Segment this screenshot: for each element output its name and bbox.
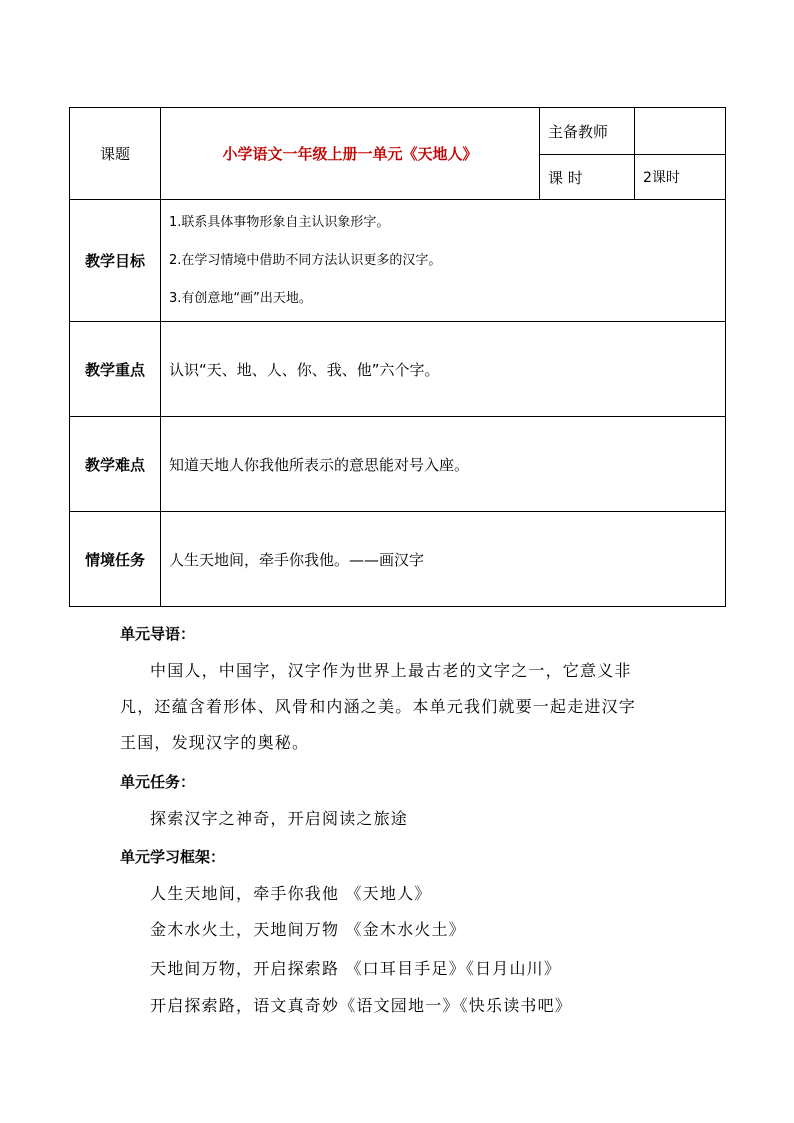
context-task-label: 情境任务 bbox=[70, 512, 161, 607]
goal-item: 3.有创意地“画”出天地。 bbox=[169, 290, 312, 306]
hours-value: 2课时 bbox=[635, 155, 726, 200]
unit-framework-heading: 单元学习框架： bbox=[120, 848, 226, 866]
lesson-title: 小学语文一年级上册一单元《天地人》 bbox=[161, 108, 540, 200]
unit-intro-line: 中国人，中国字，汉字作为世界上最古老的文字之一，它意义非 bbox=[150, 661, 632, 680]
difficulty-label: 教学难点 bbox=[70, 417, 161, 512]
framework-item: 开启探索路，语文真奇妙《语文园地一》《快乐读书吧》 bbox=[150, 996, 573, 1015]
framework-item: 天地间万物，开启探索路 《口耳目手足》《日月山川》 bbox=[150, 959, 562, 978]
difficulty-text: 知道天地人你我他所表示的意思能对号入座。 bbox=[161, 417, 726, 512]
goal-item: 1.联系具体事物形象自主认识象形字。 bbox=[169, 214, 390, 230]
unit-task-text: 探索汉字之神奇，开启阅读之旅途 bbox=[150, 809, 409, 828]
key-points-label: 教学重点 bbox=[70, 322, 161, 417]
teacher-label: 主备教师 bbox=[540, 108, 635, 155]
lesson-plan-table bbox=[69, 107, 726, 607]
goals-cell bbox=[161, 200, 726, 322]
unit-intro-line: 王国，发现汉字的奥秘。 bbox=[120, 733, 310, 752]
unit-task-heading: 单元任务： bbox=[120, 773, 196, 791]
goal-item: 2.在学习情境中借助不同方法认识更多的汉字。 bbox=[169, 252, 442, 268]
framework-item: 金木水火土，天地间万物 《金木水火土》 bbox=[150, 920, 466, 939]
context-task-text: 人生天地间，牵手你我他。——画汉字 bbox=[161, 512, 726, 607]
unit-intro-heading: 单元导语： bbox=[120, 625, 196, 643]
goals-label: 教学目标 bbox=[70, 200, 161, 322]
hours-label: 课 时 bbox=[540, 155, 635, 200]
key-points-text: 认识“天、地、人、你、我、他”六个字。 bbox=[161, 322, 726, 417]
unit-intro-line: 凡，还蕴含着形体、风骨和内涵之美。本单元我们就要一起走进汉字 bbox=[120, 697, 637, 716]
framework-item: 人生天地间，牵手你我他 《天地人》 bbox=[150, 884, 432, 903]
teacher-value bbox=[635, 108, 726, 155]
topic-label: 课题 bbox=[70, 108, 161, 200]
